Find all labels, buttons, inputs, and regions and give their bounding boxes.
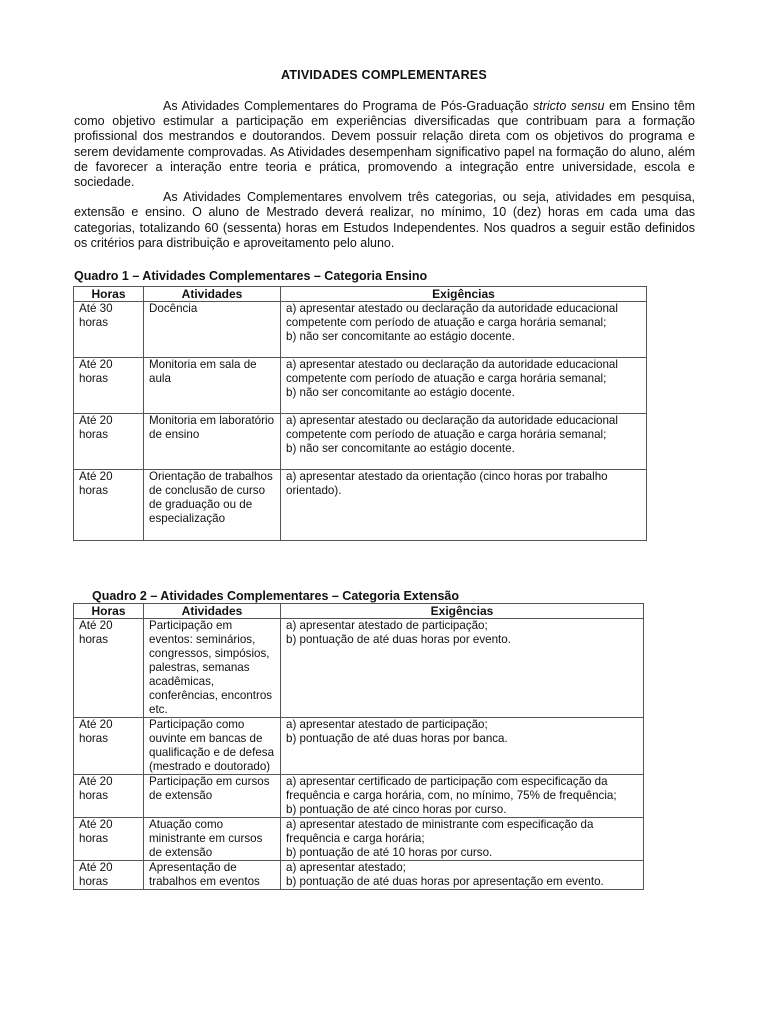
requirement: a) apresentar certificado de participação com especificação da frequência e carga horária, com, no mínimo, 75% de frequência; [286,775,617,802]
table-row [74,619,644,718]
cell-exigencias [281,775,644,818]
cell-atividade: Atuação como ministrante em cursos de extensão [144,818,281,861]
header-exigencias: Exigências [281,287,647,302]
table-header-row [74,604,644,619]
cell-horas: Até 20 horas [74,358,144,414]
requirement: a) apresentar atestado da orientação (cinco horas por trabalho orientado). [286,470,608,497]
requirement: a) apresentar atestado de participação; [286,718,488,731]
requirement: b) pontuação de até duas horas por apresentação em evento. [286,875,604,888]
requirement: a) apresentar atestado de participação; [286,619,488,632]
cell-horas: Até 20 horas [74,775,144,818]
requirement: b) pontuação de até 10 horas por curso. [286,846,493,859]
intro-text [74,99,695,251]
cell-exigencias [281,302,647,358]
table-row [74,358,647,414]
quadro-1-table [73,286,647,541]
quadro-2-table [73,603,644,890]
table-row [74,414,647,470]
cell-exigencias [281,619,644,718]
quadro-1-title: Quadro 1 – Atividades Complementares – Categoria Ensino [74,269,428,283]
requirement: b) não ser concomitante ao estágio docente. [286,442,515,455]
table-row [74,302,647,358]
requirement: b) não ser concomitante ao estágio docente. [286,330,515,343]
intro-paragraph-2: As Atividades Complementares envolvem três categorias, ou seja, atividades em pesquisa, extensão e ensino. O aluno de Mestrado deverá realizar, no mínimo, 10 (dez) horas em cada uma das categorias, totalizando 60 (sessenta) horas em Estudos Independentes. Nos quadros a seguir estão definidos os critérios para distribuição e aproveitamento pelo aluno. [74,190,695,250]
requirement: a) apresentar atestado ou declaração da autoridade educacional competente com período de atuação e carga horária semanal; [286,358,618,385]
requirement: b) pontuação de até cinco horas por curso. [286,803,507,816]
requirement: a) apresentar atestado de ministrante com especificação da frequência e carga horária; [286,818,594,845]
cell-exigencias [281,414,647,470]
header-exigencias: Exigências [281,604,644,619]
cell-horas: Até 30 horas [74,302,144,358]
cell-atividade: Monitoria em sala de aula [144,358,281,414]
cell-atividade: Docência [144,302,281,358]
cell-horas: Até 20 horas [74,619,144,718]
requirement: a) apresentar atestado; [286,861,406,874]
header-horas: Horas [74,287,144,302]
requirement: b) não ser concomitante ao estágio docente. [286,386,515,399]
cell-atividade: Participação em cursos de extensão [144,775,281,818]
cell-horas: Até 20 horas [74,414,144,470]
cell-exigencias [281,861,644,890]
cell-atividade: Orientação de trabalhos de conclusão de curso de graduação ou de especialização [144,470,281,541]
cell-atividade: Participação em eventos: seminários, congressos, simpósios, palestras, semanas acadêmicas, conferências, encontros etc. [144,619,281,718]
paragraph-1-end: em Ensino têm como objetivo estimular a participação em experiências diversificadas que contribuam para a formação profissional dos mestrandos e doutorandos. Devem possuir relação direta com os objetivos do programa e serem devidamente comprovadas. As Atividades desempenham significativo papel na formação do aluno, além de favorecer a interação entre teoria e prática, promovendo a integração entre universidade, escola e sociedade. [74,99,695,190]
header-horas: Horas [74,604,144,619]
table-row [74,861,644,890]
table-header-row [74,287,647,302]
header-atividades: Atividades [144,287,281,302]
requirement: a) apresentar atestado ou declaração da autoridade educacional competente com período de atuação e carga horária semanal; [286,414,618,441]
quadro-2-title: Quadro 2 – Atividades Complementares – Categoria Extensão [92,589,460,603]
requirement: b) pontuação de até duas horas por banca. [286,732,508,745]
table-row [74,818,644,861]
cell-atividade: Monitoria em laboratório de ensino [144,414,281,470]
cell-horas: Até 20 horas [74,818,144,861]
table-row [74,718,644,775]
cell-atividade: Participação como ouvinte em bancas de qualificação e de defesa (mestrado e doutorado) [144,718,281,775]
cell-horas: Até 20 horas [74,470,144,541]
cell-exigencias [281,470,647,541]
cell-atividade: Apresentação de trabalhos em eventos [144,861,281,890]
table-row [74,775,644,818]
table-row [74,470,647,541]
requirement: a) apresentar atestado ou declaração da autoridade educacional competente com período de atuação e carga horária semanal; [286,302,618,329]
cell-exigencias [281,718,644,775]
paragraph-1-emphasis: stricto sensu [533,99,605,113]
cell-exigencias [281,818,644,861]
cell-exigencias [281,358,647,414]
paragraph-1-start: As Atividades Complementares do Programa de Pós-Graduação [163,99,533,113]
intro-paragraph-1 [74,99,695,190]
requirement: b) pontuação de até duas horas por evento. [286,633,511,646]
document-title: ATIVIDADES COMPLEMENTARES [281,68,487,82]
cell-horas: Até 20 horas [74,718,144,775]
cell-horas: Até 20 horas [74,861,144,890]
header-atividades: Atividades [144,604,281,619]
